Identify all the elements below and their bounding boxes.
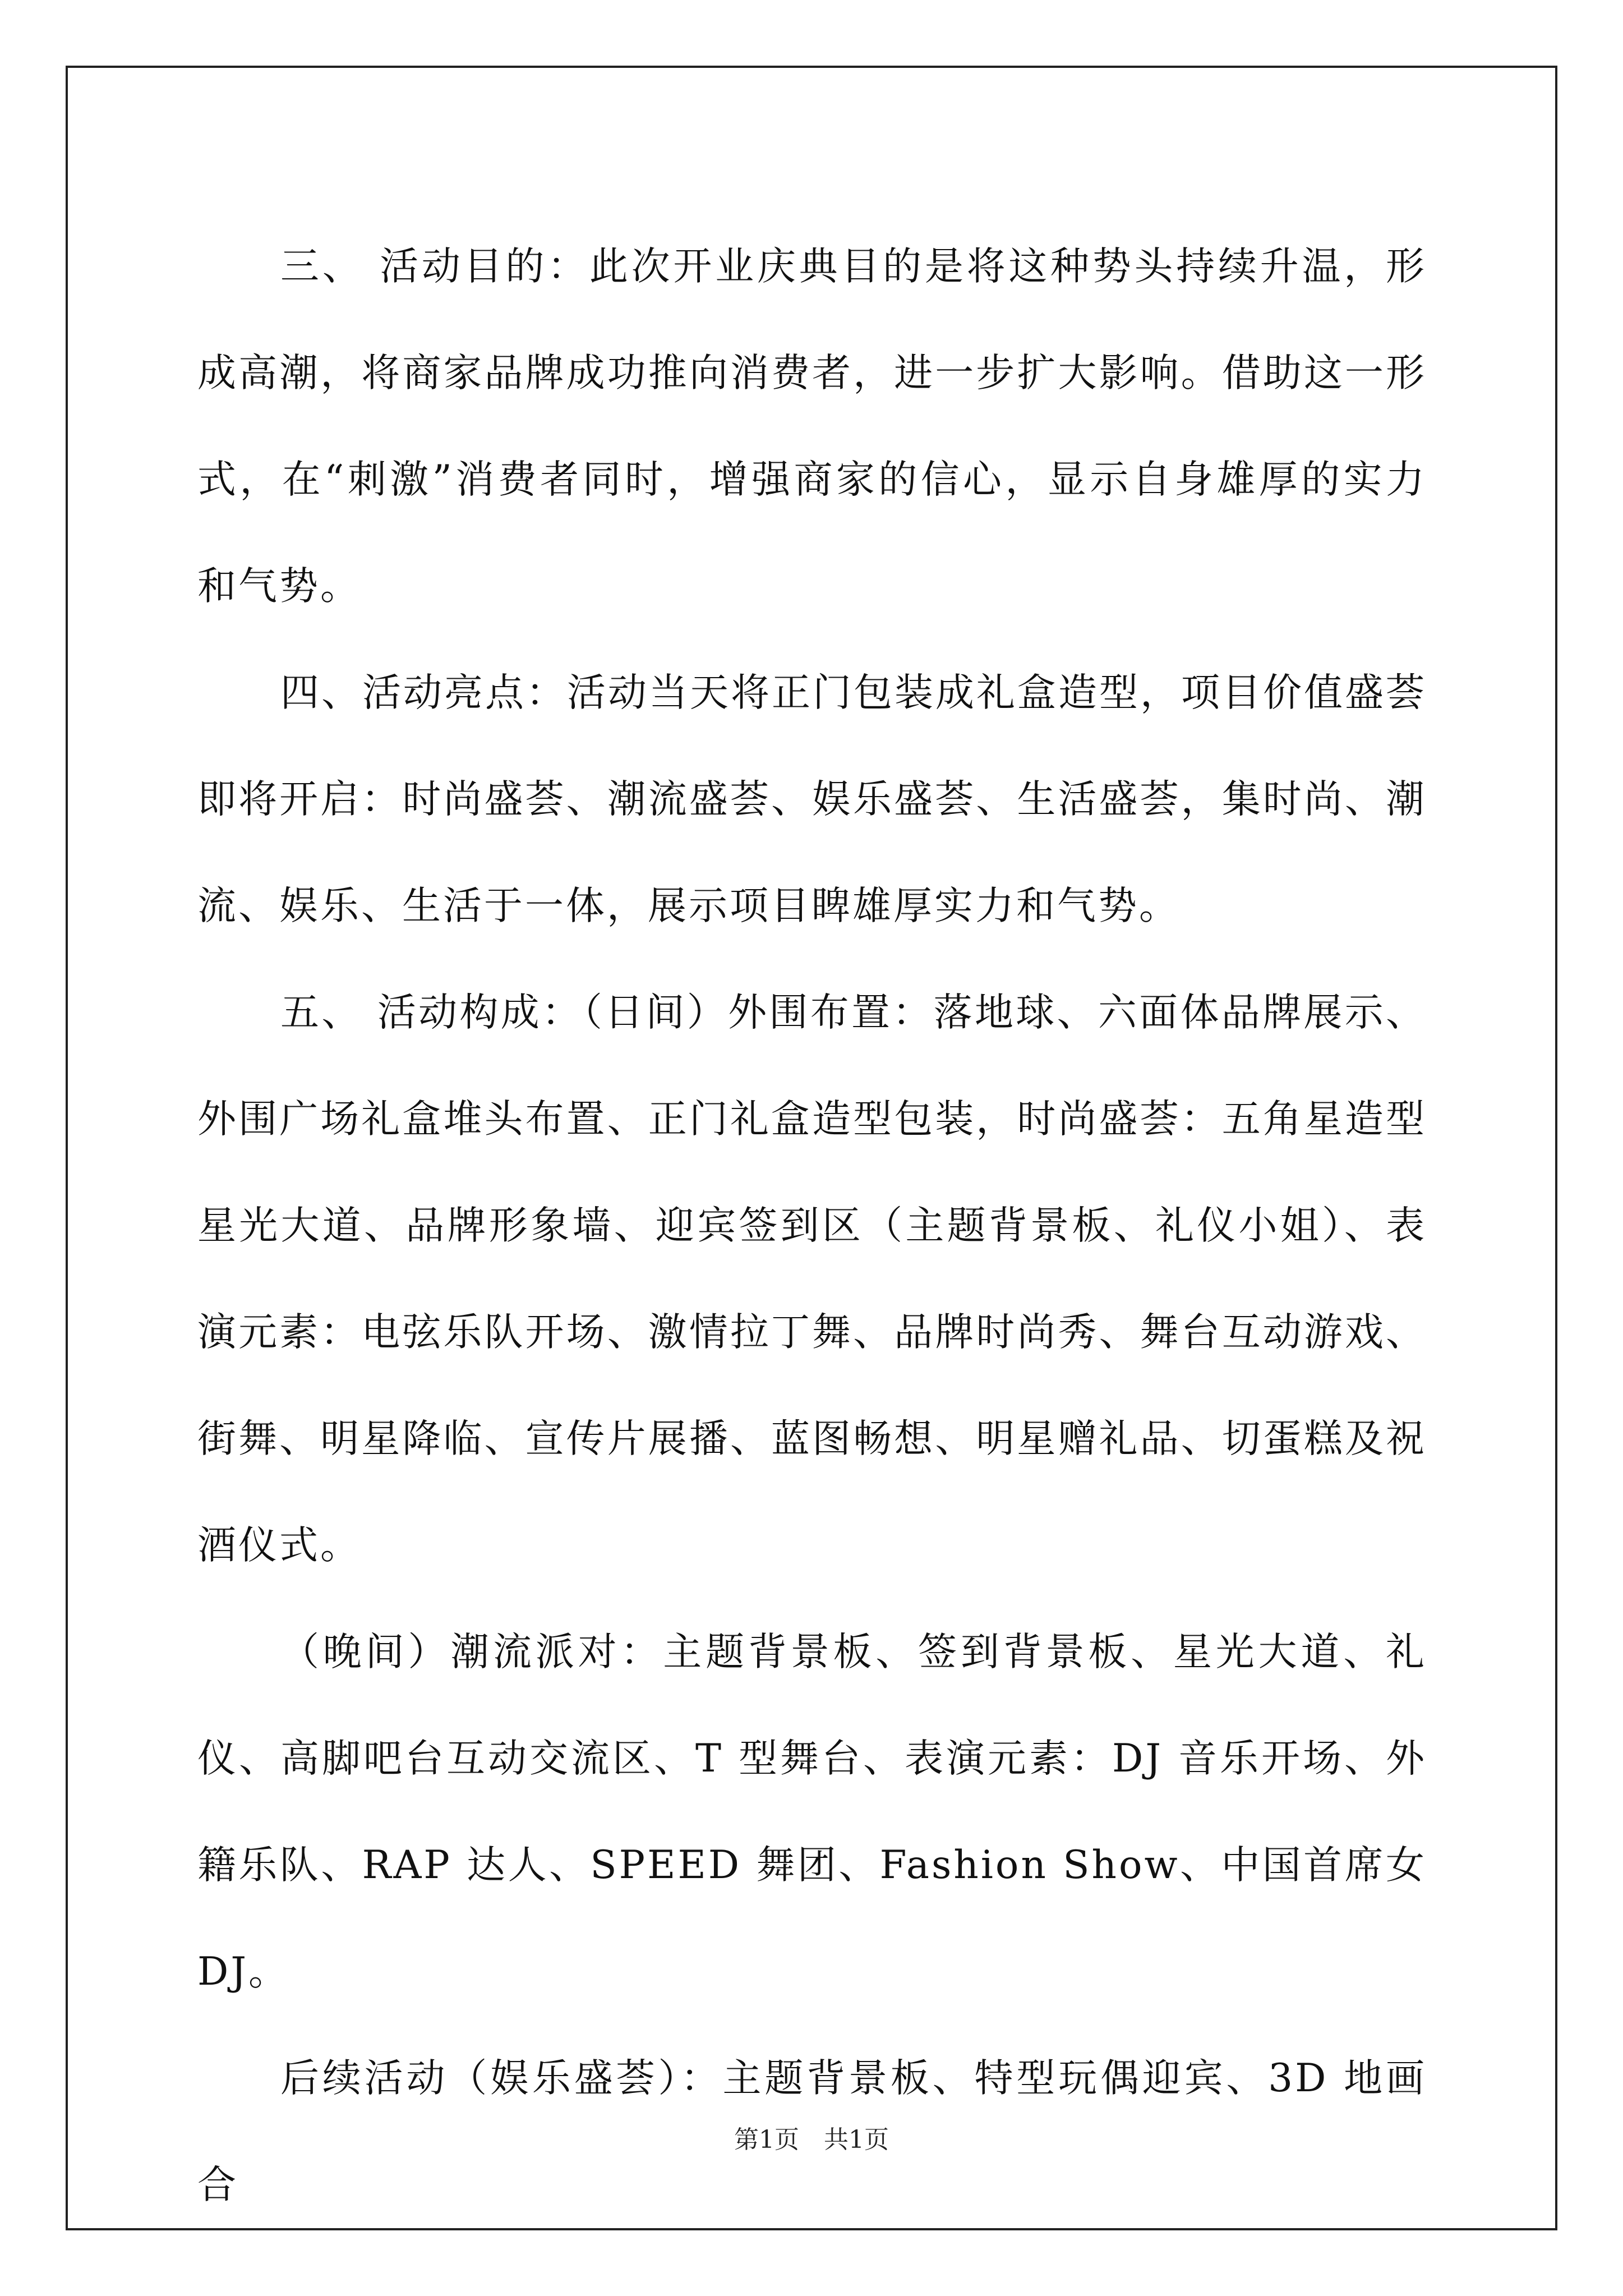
paragraph-evening-party: （晚间）潮流派对：主题背景板、签到背景板、星光大道、礼仪、高脚吧台互动交流区、T 型舞台、表演元素：DJ 音乐开场、外籍乐队、RAP 达人、SPEED 舞团、Fashion Show、中国首席女 DJ。 (197, 1630, 1427, 1994)
paragraph-follow-up-activity: 后续活动（娱乐盛荟）：主题背景板、特型玩偶迎宾、3D 地画合 (197, 2056, 1427, 2207)
paragraph-activity-composition: 五、 活动构成：（日间）外围布置：落地球、六面体品牌展示、外围广场礼盒堆头布置、正门礼盒造型包装，时尚盛荟：五角星造型星光大道、品牌形象墙、迎宾签到区（主题背景板、礼仪小姐）、表演元素：电弦乐队开场、激情拉丁舞、品牌时尚秀、舞台互动游戏、街舞、明星降临、宣传片展播、蓝图畅想、明星赠礼品、切蛋糕及祝酒仪式。 (197, 990, 1427, 1568)
paragraph-activity-highlights: 四、活动亮点：活动当天将正门包装成礼盒造型，项目价值盛荟即将开启：时尚盛荟、潮流盛荟、娱乐盛荟、生活盛荟，集时尚、潮流、娱乐、生活于一体，展示项目睥雄厚实力和气势。 (197, 670, 1427, 928)
document-body (197, 213, 1427, 2238)
page-footer: 第1页 共1页 (734, 2125, 889, 2154)
paragraph-activity-purpose: 三、 活动目的：此次开业庆典目的是将这种势头持续升温，形成高潮，将商家品牌成功推向消费者，进一步扩大影响。借助这一形式，在“刺激”消费者同时，增强商家的信心，显示自身雄厚的实力和气势。 (197, 244, 1427, 609)
